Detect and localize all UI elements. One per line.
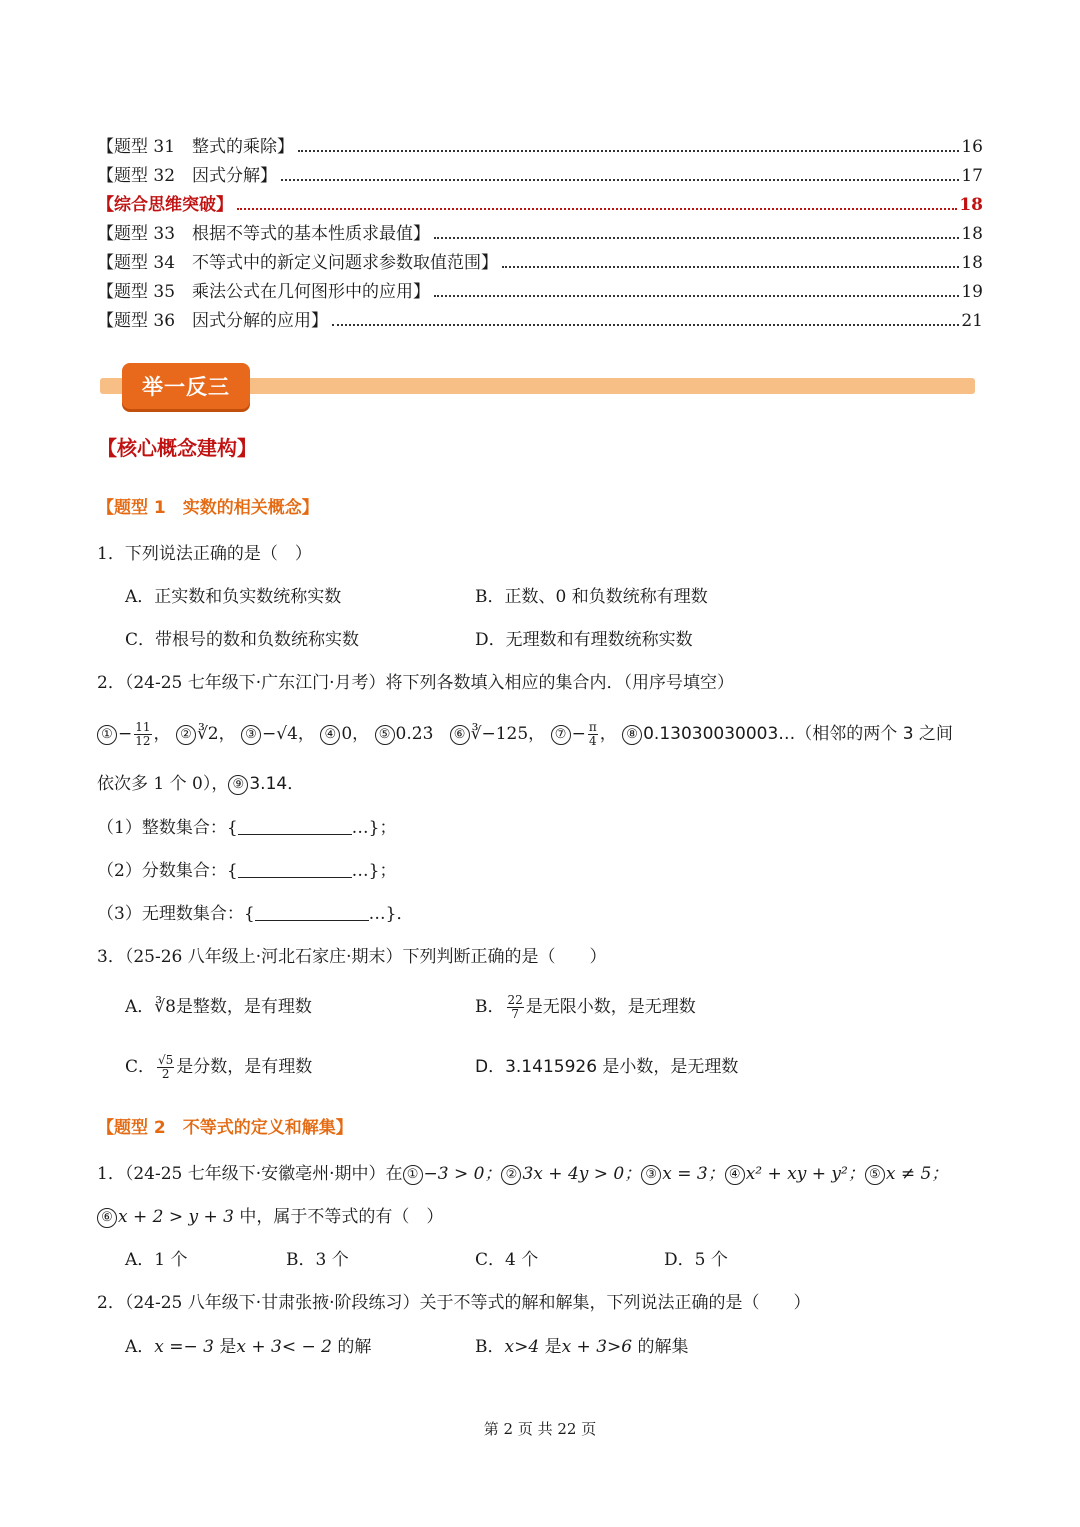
option-a: A．正实数和负实数统称实数: [125, 587, 342, 607]
option-c: C． $\frac{√5}{2}$ 是分数，是有理数: [125, 1053, 313, 1081]
number-list: ① − $\frac{11}{12}$ ， ② ∛2， ③ −√4， ④ 0， ⑤ 0.2̇3̇ ⑥ ∛−125， ⑦ − $\frac{\pi}{4}$ ， ⑧ 0.13030030003…（相邻的两个 3 之间: [97, 720, 953, 748]
option-d: D．无理数和有理数统称实数: [475, 630, 693, 650]
number-list-cont: 依次多 1 个 0）， ⑨ 3.14．: [97, 774, 305, 794]
option-c: C．4 个: [475, 1250, 539, 1270]
page-footer: 第 2 页 共 22 页: [483, 1420, 597, 1438]
question-stem-cont: ⑥ x + 2 > y + 3 中，属于不等式的有（ ）: [97, 1206, 443, 1228]
question-stem: 1．（24-25 七年级下·安徽亳州·期中）在 ① −3 > 0； ② 3x + 4y > 0； ③ x = 3； ④ x² + xy + y²； ⑤ x ≠ 5；: [97, 1164, 949, 1184]
toc-item-highlight[interactable]: 【综合思维突破】 18: [97, 195, 983, 215]
answer-blank[interactable]: [238, 818, 352, 835]
toc-item[interactable]: 【题型 36 因式分解的应用】 21: [97, 311, 983, 331]
option-d: D．3.1415926 是小数，是无理数: [475, 1057, 739, 1077]
toc-item[interactable]: 【题型 32 因式分解】 17: [97, 166, 983, 186]
core-concept-heading: 【核心概念建构】: [97, 436, 257, 460]
toc-item[interactable]: 【题型 31 整式的乘除】 16: [97, 137, 983, 157]
toc-item[interactable]: 【题型 35 乘法公式在几何图形中的应用】 19: [97, 282, 983, 302]
option-a: A．1 个: [125, 1250, 188, 1270]
option-b: B．3 个: [286, 1250, 349, 1270]
answer-blank[interactable]: [255, 904, 369, 921]
set-fraction: （2）分数集合：{ …}；: [97, 861, 397, 881]
option-c: C．带根号的数和负数统称实数: [125, 630, 360, 650]
toc-item[interactable]: 【题型 33 根据不等式的基本性质求最值】 18: [97, 224, 983, 244]
option-a: A．∛8是整数，是有理数: [125, 997, 312, 1017]
section-banner-label: 举一反三: [122, 363, 250, 409]
question-stem: 2．（24-25 七年级下·广东江门·月考）将下列各数填入相应的集合内．（用序号填空）: [97, 673, 735, 693]
fraction: $\frac{11}{12}$: [135, 720, 151, 748]
option-d: D．5 个: [664, 1250, 728, 1270]
question-stem: 3．（25-26 八年级上·河北石家庄·期末）下列判断正确的是（ ）: [97, 947, 607, 967]
toc-item[interactable]: 【题型 34 不等式中的新定义问题求参数取值范围】 18: [97, 253, 983, 273]
set-integer: （1）整数集合：{ …}；: [97, 818, 397, 838]
option-b: B． $\frac{22}{7}$ 是无限小数，是无理数: [475, 993, 696, 1021]
set-irrational: （3）无理数集合：{ …}．: [97, 904, 414, 924]
type2-heading: 【题型 2 不等式的定义和解集】: [97, 1118, 353, 1138]
type1-heading: 【题型 1 实数的相关概念】: [97, 498, 319, 518]
question-stem: 2．（24-25 八年级下·甘肃张掖·阶段练习）关于不等式的解和解集，下列说法正确的是（ ）: [97, 1293, 811, 1313]
option-b: B．x>4 是x + 3>6 的解集: [475, 1337, 689, 1357]
fraction: $\frac{\pi}{4}$: [588, 720, 597, 748]
option-a: A．x =− 3 是x + 3< − 2 的解: [125, 1337, 372, 1357]
question-stem: 1．下列说法正确的是（ ）: [97, 544, 312, 564]
answer-blank[interactable]: [238, 861, 352, 878]
option-b: B．正数、0 和负数统称有理数: [475, 587, 708, 607]
